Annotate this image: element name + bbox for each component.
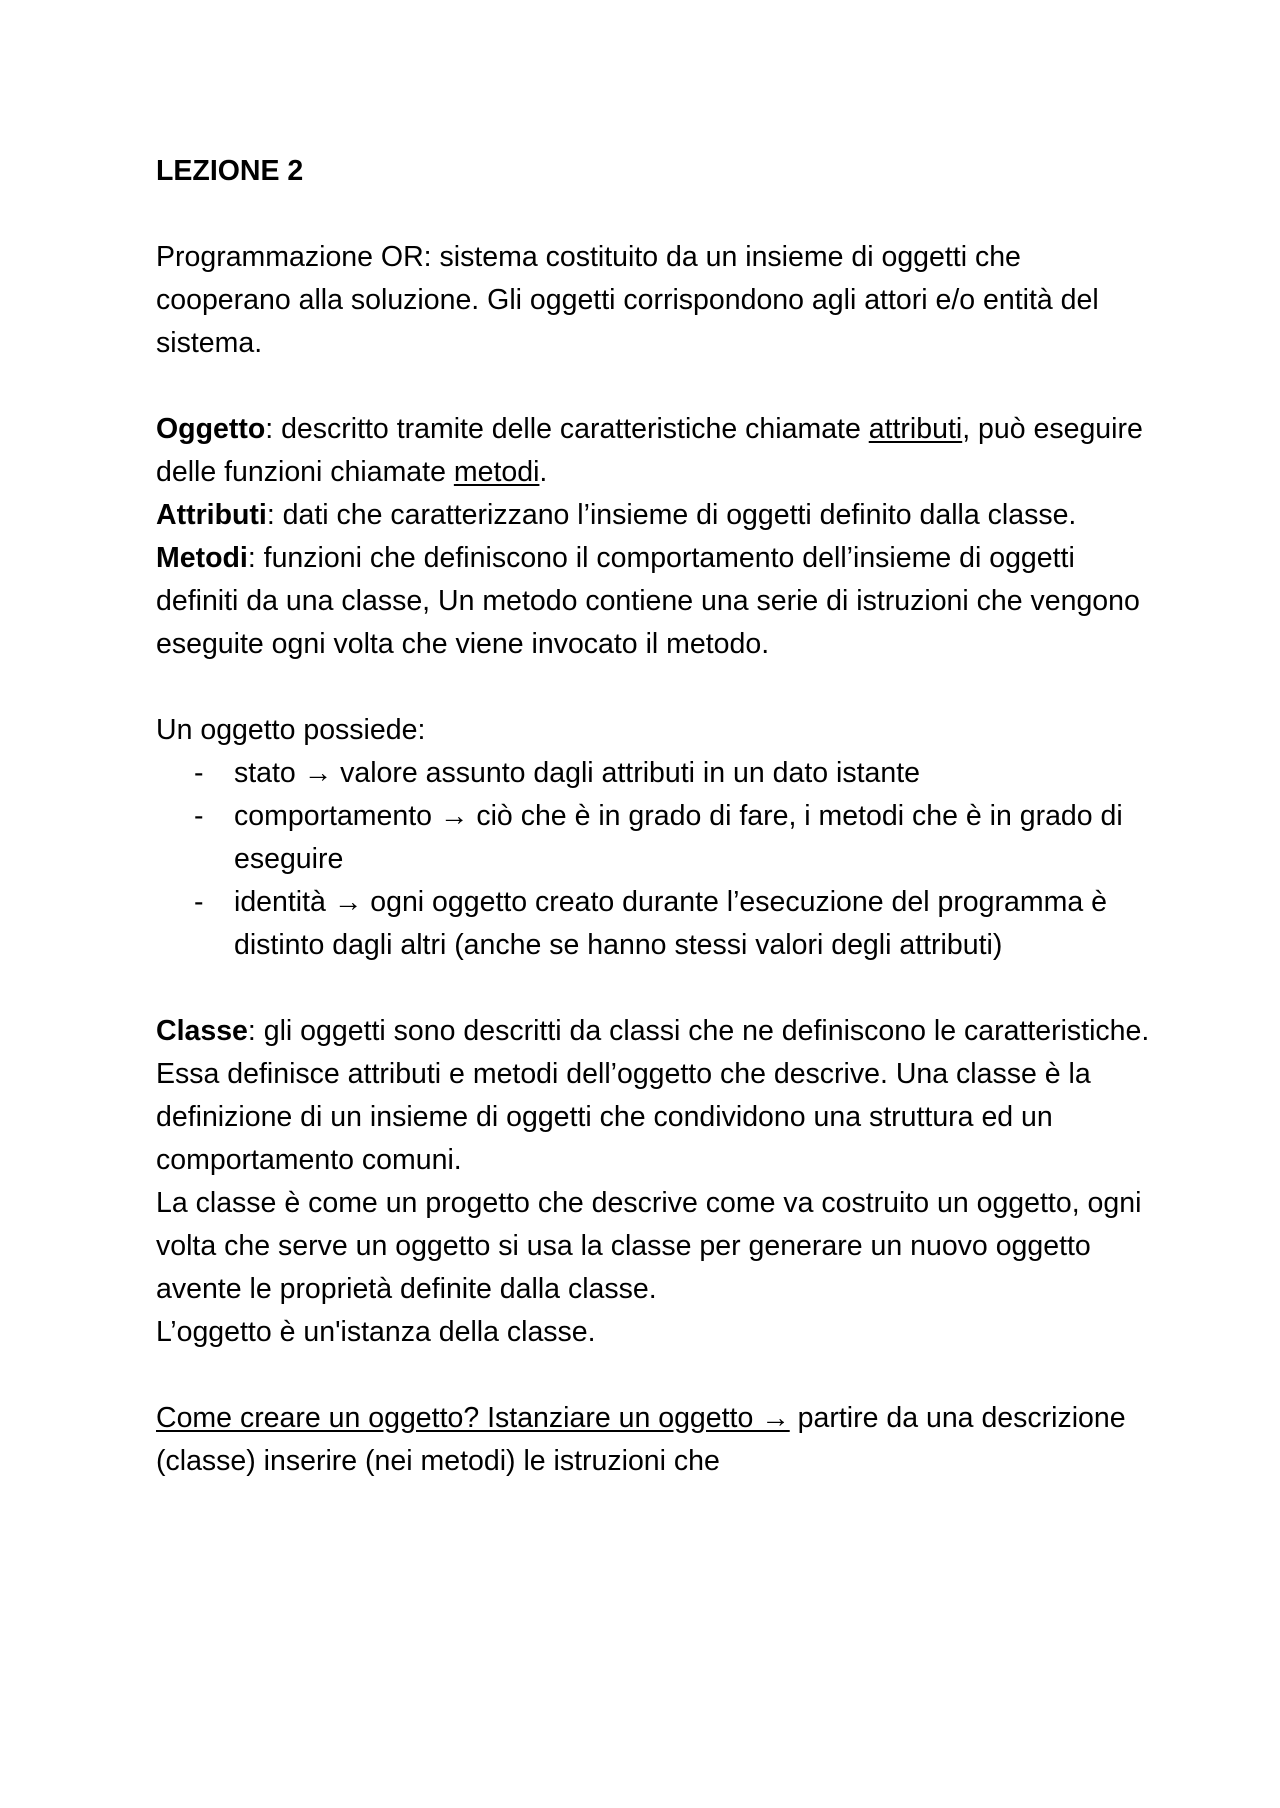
possiede-list xyxy=(156,752,1156,967)
list-item xyxy=(156,881,1156,967)
creare-underlined: Come creare un oggetto? Istanziare un oggetto → xyxy=(156,1402,790,1434)
list-item xyxy=(156,795,1156,881)
classe-text: : gli oggetti sono descritti da classi che ne definiscono le caratteristiche. Essa definisce attributi e metodi dell’oggetto che descrive. Una classe è la definizione di un insieme di oggetti che condividono una struttura ed un comportamento comuni. xyxy=(156,1015,1150,1176)
creare-paragraph xyxy=(156,1397,1156,1483)
metodi-definition xyxy=(156,537,1156,666)
classe-paragraph-3: L’oggetto è un'istanza della classe. xyxy=(156,1316,596,1348)
classe-definition xyxy=(156,1010,1156,1182)
oggetto-text-1: : descritto tramite delle caratteristiche chiamate xyxy=(265,413,869,445)
metodi-term: Metodi xyxy=(156,542,248,574)
metodi-underlined: metodi xyxy=(453,456,540,488)
attributi-text: : dati che caratterizzano l’insieme di oggetti definito dalla classe. xyxy=(266,499,1077,531)
intro-paragraph: Programmazione OR: sistema costituito da un insieme di oggetti che cooperano alla soluzione. Gli oggetti corrispondono agli attori e/o entità del sistema. xyxy=(156,241,1099,359)
list-item-text: comportamento → ciò che è in grado di fare, i metodi che è in grado di eseguire xyxy=(234,800,1123,875)
page-title: LEZIONE 2 xyxy=(156,155,304,187)
dash-bullet: - xyxy=(194,886,204,918)
list-item-text: identità → ogni oggetto creato durante l’esecuzione del programma è distinto dagli altri (anche se hanno stessi valori degli attributi) xyxy=(234,886,1107,961)
metodi-text: : funzioni che definiscono il comportamento dell’insieme di oggetti definiti da una classe, Un metodo contiene una serie di istruzioni che vengono eseguite ogni volta che viene invocato il metodo. xyxy=(156,542,1140,660)
classe-term: Classe xyxy=(156,1015,248,1047)
spacer xyxy=(156,666,1156,709)
list-item xyxy=(156,752,1156,795)
spacer xyxy=(156,967,1156,1010)
creare-text: partire da una descrizione (classe) inserire (nei metodi) le istruzioni che xyxy=(156,1402,1126,1477)
oggetto-text-3: . xyxy=(539,456,548,488)
possiede-heading: Un oggetto possiede: xyxy=(156,714,426,746)
dash-bullet: - xyxy=(194,757,204,789)
oggetto-text-2: , può eseguire delle funzioni chiamate xyxy=(156,413,1143,488)
attributi-term: Attributi xyxy=(156,499,267,531)
spacer xyxy=(156,365,1156,408)
attributi-definition xyxy=(156,494,1156,537)
list-item-text: stato → valore assunto dagli attributi in un dato istante xyxy=(234,757,920,789)
classe-paragraph-2: La classe è come un progetto che descrive come va costruito un oggetto, ogni volta che serve un oggetto si usa la classe per generare un nuovo oggetto avente le proprietà definite dalla classe. xyxy=(156,1187,1142,1305)
oggetto-definition xyxy=(156,408,1156,494)
spacer xyxy=(156,1354,1156,1397)
document-page xyxy=(156,150,1156,1483)
attributi-underlined: attributi xyxy=(868,413,963,445)
dash-bullet: - xyxy=(194,800,204,832)
oggetto-term: Oggetto xyxy=(156,413,266,445)
